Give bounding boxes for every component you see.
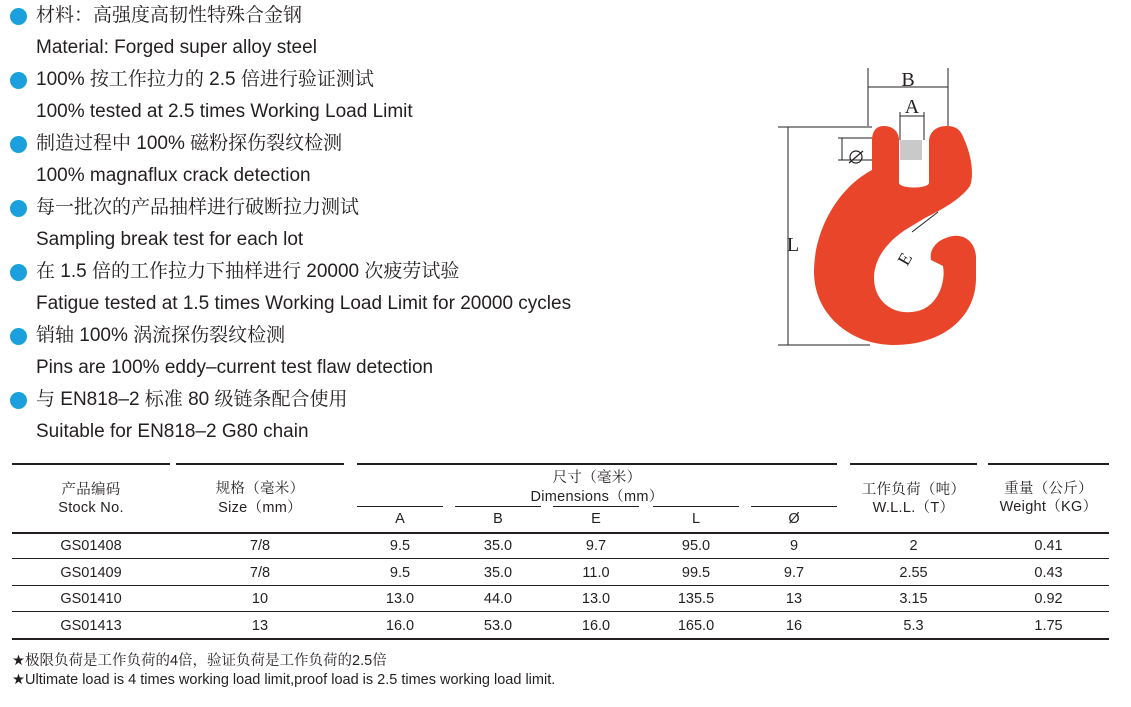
hook-diagram <box>760 60 1020 360</box>
spec-table <box>12 460 1109 642</box>
bullet-icon <box>10 136 27 153</box>
cell-size: 7/8 <box>249 538 271 554</box>
subheader-rule <box>653 506 739 507</box>
feature-item <box>10 194 710 258</box>
hook-body <box>814 126 976 345</box>
feature-en: Sampling break test for each lot <box>36 229 304 250</box>
header-stock-en: Stock No. <box>58 500 124 516</box>
header-rule <box>988 463 1109 465</box>
cell-e: 13.0 <box>581 591 611 607</box>
feature-cn: 在 1.5 倍的工作拉力下抽样进行 20000 次疲劳试验 <box>36 261 460 282</box>
cell-weight: 0.92 <box>1034 591 1063 607</box>
bullet-icon <box>10 72 27 89</box>
feature-en: Suitable for EN818–2 G80 chain <box>36 421 309 442</box>
cell-e: 16.0 <box>581 618 611 634</box>
feature-item <box>10 130 710 194</box>
feature-item <box>10 258 710 322</box>
feature-cn: 销轴 100% 涡流探伤裂纹检测 <box>36 325 286 346</box>
feature-cn: 制造过程中 100% 磁粉探伤裂纹检测 <box>36 133 343 154</box>
body-top-rule <box>12 532 1109 534</box>
header-rule <box>12 463 170 465</box>
cell-weight: 0.43 <box>1034 565 1063 581</box>
subheader-b: B <box>493 511 503 527</box>
feature-en: Fatigue tested at 1.5 times Working Load Limit for 20000 cycles <box>36 293 572 314</box>
subheader-rule <box>357 506 443 507</box>
header-size-en: Size（mm） <box>218 500 302 516</box>
row-rule <box>12 585 1109 586</box>
cell-a: 16.0 <box>385 618 415 634</box>
feature-cn: 每一批次的产品抽样进行破断拉力测试 <box>36 197 360 218</box>
cell-dia: 9.7 <box>783 565 805 581</box>
subheader-rule <box>553 506 639 507</box>
cell-size: 7/8 <box>249 565 271 581</box>
cell-weight: 0.41 <box>1034 538 1063 554</box>
cell-stock: GS01409 <box>60 565 122 581</box>
header-rule <box>176 463 344 465</box>
cell-dia: 13 <box>785 591 803 607</box>
cell-e: 11.0 <box>582 565 610 581</box>
footnotes <box>12 652 555 690</box>
pin-slot <box>900 140 922 160</box>
feature-item <box>10 322 710 386</box>
cell-size: 10 <box>251 591 269 607</box>
header-dim-cn: 尺寸（毫米） <box>552 470 642 486</box>
label-a: A <box>904 96 920 118</box>
feature-list <box>10 2 710 450</box>
feature-en: 100% magnaflux crack detection <box>36 165 311 186</box>
header-wll-en: W.L.L.（T） <box>872 500 955 516</box>
cell-dia: 9 <box>789 538 799 554</box>
row-rule <box>12 611 1109 612</box>
cell-b: 35.0 <box>483 538 513 554</box>
header-weight-en: Weight（KG） <box>999 499 1098 515</box>
cell-a: 9.5 <box>389 565 411 581</box>
subheader-dia: Ø <box>788 511 800 527</box>
cell-dia: 16 <box>785 618 803 634</box>
cell-b: 35.0 <box>483 565 513 581</box>
feature-en: Material: Forged super alloy steel <box>36 37 317 58</box>
cell-l: 135.5 <box>677 591 715 607</box>
cell-a: 13.0 <box>385 591 415 607</box>
cell-wll: 3.15 <box>899 591 928 607</box>
feature-cn: 100% 按工作拉力的 2.5 倍进行验证测试 <box>36 69 374 90</box>
subheader-l: L <box>691 511 701 527</box>
bullet-icon <box>10 8 27 25</box>
header-rule <box>850 463 977 465</box>
feature-item <box>10 2 710 66</box>
cell-wll: 2.55 <box>899 565 928 581</box>
header-dim-en: Dimensions（mm） <box>530 489 664 505</box>
cell-b: 44.0 <box>483 591 513 607</box>
bullet-icon <box>10 328 27 345</box>
cell-a: 9.5 <box>389 538 411 554</box>
subheader-e: E <box>591 511 601 527</box>
header-weight-cn: 重量（公斤） <box>1004 481 1093 497</box>
cell-l: 95.0 <box>681 538 711 554</box>
subheader-rule <box>751 506 837 507</box>
cell-wll: 2 <box>909 538 918 554</box>
hook-drawing <box>760 60 1020 360</box>
feature-en: Pins are 100% eddy–current test flaw detection <box>36 357 434 378</box>
feature-item <box>10 66 710 130</box>
cell-stock: GS01413 <box>60 618 122 634</box>
subheader-a: A <box>395 511 405 527</box>
label-b: B <box>901 69 915 91</box>
cell-weight: 1.75 <box>1034 618 1063 634</box>
bullet-icon <box>10 392 27 409</box>
header-size-cn: 规格（毫米） <box>215 481 305 497</box>
label-l: L <box>786 234 800 256</box>
feature-en: 100% tested at 2.5 times Working Load Limit <box>36 101 413 122</box>
feature-item <box>10 386 710 450</box>
row-rule <box>12 558 1109 559</box>
cell-l: 99.5 <box>681 565 711 581</box>
cell-stock: GS01408 <box>60 538 122 554</box>
footnote-cn: ★极限负荷是工作负荷的4倍，验证负荷是工作负荷的2.5倍 <box>12 653 387 669</box>
cell-e: 9.7 <box>585 538 607 554</box>
header-stock-cn: 产品编码 <box>61 482 121 498</box>
body-bottom-rule <box>12 638 1109 640</box>
bullet-icon <box>10 264 27 281</box>
cell-wll: 5.3 <box>903 618 924 634</box>
cell-b: 53.0 <box>483 618 513 634</box>
header-wll-cn: 工作负荷（吨） <box>861 482 966 498</box>
feature-cn: 与 EN818–2 标准 80 级链条配合使用 <box>36 389 348 410</box>
cell-stock: GS01410 <box>60 591 122 607</box>
footnote-en: ★Ultimate load is 4 times working load limit,proof load is 2.5 times working load limit. <box>12 672 556 688</box>
bullet-icon <box>10 200 27 217</box>
cell-size: 13 <box>251 618 269 634</box>
header-rule <box>357 463 837 465</box>
feature-cn: 材料：高强度高韧性特殊合金钢 <box>36 5 303 26</box>
cell-l: 165.0 <box>677 618 715 634</box>
label-e: E <box>893 249 917 269</box>
subheader-rule <box>455 506 541 507</box>
